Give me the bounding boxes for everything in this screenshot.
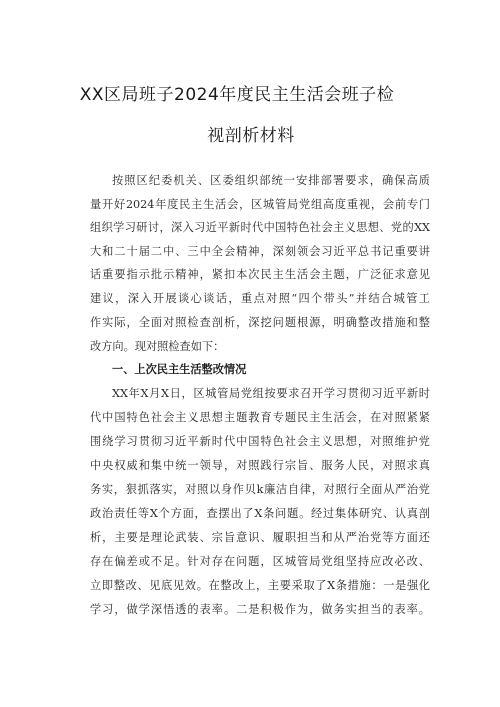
section-line: 中央权威和集中统一领导，对照践行宗旨、服务人民，对照求真 (90, 459, 430, 472)
section-line: 存在偏差或不足。针对存在问题，区城管局党组坚持应改必改、 (90, 555, 430, 568)
section-line: 务实，狠抓落实，对照以身作贝k廉洁自律，对照行全面从严治党 (90, 483, 430, 496)
section-heading: 一、上次民主生活整改情况 (112, 363, 247, 376)
section-line: 围绕学习贯彻习近平新时代中国特色社会主义思想，对照维护党 (90, 435, 430, 448)
intro-line: 改方向。现对照检查如下： (90, 340, 225, 353)
document-title-line-1: XX区局班子2024年度民主生活会班子检 (79, 85, 395, 105)
intro-line: 量开好2024年度民主生活会，区城管局党组高度重视，会前专门 (90, 198, 430, 211)
section-line: 析，主要是理论武装、宗旨意识、履职担当和从严治党等方面还 (90, 531, 430, 544)
intro-line: 作实际，全面对照检查剖析，深挖问题根源，明确整改措施和整 (90, 316, 430, 329)
intro-line: 按照区纪委机关、区委组织部统一安排部署要求，确保高质 (112, 174, 430, 187)
document-title-line-2: 视剖析材料 (207, 126, 295, 146)
intro-line: 建议，深入开展谈心谈话，重点对照“四个带头”并结合城管工 (90, 292, 430, 305)
section-line: XX年X月X日，区城管局党组按要求召开学习贯彻习近平新时 (112, 387, 430, 400)
section-line: 政治责任等X个方面，查摆出了X条问题。经过集体研究、认真剖 (90, 507, 430, 520)
section-line: 立即整改、见底见效。在整改上，主要采取了X条措施：一是强化 (90, 579, 430, 592)
intro-line: 话重要指示批示精神，紧扣本次民主生活会主题，广泛征求意见 (90, 268, 430, 281)
intro-line: 组织学习研讨，深入习近平新时代中国特色社会主义思想、党的XX (90, 221, 430, 234)
intro-line: 大和二十届二中、三中全会精神，深刻领会习近平总书记重要讲 (90, 245, 430, 258)
section-line: 代中国特色社会主义思想主题教育专题民主生活会，在对照紧紧 (90, 411, 430, 424)
section-line: 学习，做学深悟透的表率。二是积极作为，做务实担当的表率。 (90, 603, 430, 616)
